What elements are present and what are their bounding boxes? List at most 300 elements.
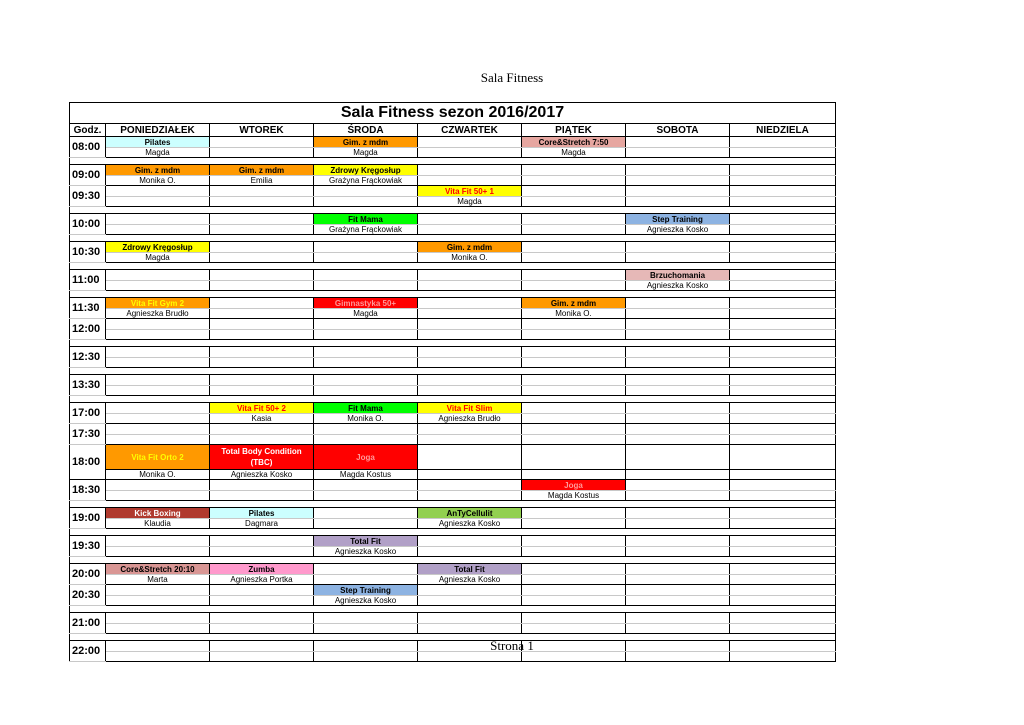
class-cell [210,298,314,309]
instructor-cell [730,575,836,585]
instructor-cell: Marta [106,575,210,585]
class-cell: Vita Fit Gym 2 [106,298,210,309]
class-cell [418,270,522,281]
instructor-cell [730,148,836,158]
class-cell: Step Training [626,214,730,225]
class-cell [210,480,314,491]
class-cell [314,242,418,253]
instructor-cell [730,435,836,445]
class-cell [626,564,730,575]
instructor-cell: Magda Kostus [522,491,626,501]
time-label: 08:00 [70,137,106,158]
instructor-cell [418,596,522,606]
instructor-cell [418,330,522,340]
instructor-cell: Monika O. [522,309,626,319]
class-cell [730,424,836,435]
column-header-day: SOBOTA [626,124,730,137]
instructor-cell [626,414,730,424]
class-cell [418,375,522,386]
spacer-row [70,606,836,613]
class-cell: Fit Mama [314,214,418,225]
instructor-cell: Magda [314,148,418,158]
instructor-cell [418,358,522,368]
class-cell [730,270,836,281]
class-cell [418,347,522,358]
instructor-cell [522,197,626,207]
spacer-row [70,368,836,375]
class-cell [626,536,730,547]
instructor-cell [522,519,626,529]
class-cell: Zumba [210,564,314,575]
class-cell [210,536,314,547]
instructor-cell [210,281,314,291]
instructor-cell [626,470,730,480]
instructor-cell: Monika O. [314,414,418,424]
class-cell [522,242,626,253]
instructor-cell [210,253,314,263]
class-cell [106,536,210,547]
instructor-cell [210,330,314,340]
class-cell [626,403,730,414]
instructor-cell [626,386,730,396]
instructor-cell [106,386,210,396]
instructor-cell [730,358,836,368]
instructor-cell [522,330,626,340]
class-cell [522,319,626,330]
class-cell [210,613,314,624]
instructor-cell [522,176,626,186]
class-cell [314,613,418,624]
instructor-cell [418,624,522,634]
instructor-cell [730,470,836,480]
instructor-cell [106,197,210,207]
class-cell [626,137,730,148]
instructor-cell [626,309,730,319]
time-label: 13:30 [70,375,106,396]
class-cell [210,270,314,281]
instructor-cell [106,281,210,291]
instructor-cell [522,281,626,291]
instructor-cell: Dagmara [210,519,314,529]
class-cell [522,403,626,414]
instructor-cell [626,176,730,186]
instructor-cell [210,547,314,557]
time-label: 19:30 [70,536,106,557]
instructor-cell [626,547,730,557]
spacer-row [70,291,836,298]
class-cell: Vita Fit 50+ 1 [418,186,522,197]
instructor-cell [106,491,210,501]
time-label: 11:30 [70,298,106,319]
class-cell: Pilates [210,508,314,519]
class-cell [626,319,730,330]
instructor-cell [730,330,836,340]
instructor-cell [314,281,418,291]
instructor-cell [522,547,626,557]
instructor-cell [418,281,522,291]
class-cell [522,536,626,547]
class-cell [730,536,836,547]
instructor-cell: Magda [418,197,522,207]
spacer-row [70,207,836,214]
column-header-day: PIĄTEK [522,124,626,137]
instructor-cell [522,435,626,445]
class-cell [626,347,730,358]
class-cell [106,214,210,225]
instructor-cell [730,225,836,235]
instructor-cell [210,386,314,396]
instructor-cell: Grażyna Frąckowiak [314,176,418,186]
instructor-cell: Agnieszka Kosko [418,519,522,529]
instructor-cell [314,386,418,396]
instructor-cell [418,176,522,186]
instructor-cell [730,281,836,291]
class-cell [314,270,418,281]
instructor-cell [522,386,626,396]
instructor-cell [314,491,418,501]
instructor-cell: Agnieszka Kosko [314,547,418,557]
class-cell: Total Body Condition (TBC) [210,445,314,470]
class-cell [314,319,418,330]
schedule-table [69,102,836,662]
class-cell: Vita Fit Slim [418,403,522,414]
class-cell [626,445,730,470]
class-cell [522,165,626,176]
instructor-cell [106,358,210,368]
class-cell [106,270,210,281]
schedule-title: Sala Fitness sezon 2016/2017 [70,103,836,124]
instructor-cell [210,225,314,235]
time-label: 20:00 [70,564,106,585]
class-cell [314,564,418,575]
class-cell [626,424,730,435]
class-cell [730,298,836,309]
instructor-cell [418,547,522,557]
class-cell [626,242,730,253]
instructor-cell [522,253,626,263]
instructor-cell: Agnieszka Kosko [626,281,730,291]
instructor-cell [418,148,522,158]
class-cell: Step Training [314,585,418,596]
class-cell [418,214,522,225]
class-cell: Core&Stretch 20:10 [106,564,210,575]
instructor-cell: Magda Kostus [314,470,418,480]
time-label: 12:30 [70,347,106,368]
instructor-cell [314,519,418,529]
class-cell [314,375,418,386]
class-cell [106,375,210,386]
instructor-cell: Agnieszka Brudło [106,309,210,319]
class-cell: Gim. z mdm [314,137,418,148]
instructor-cell [730,596,836,606]
spacer-row [70,557,836,564]
instructor-cell [626,624,730,634]
spacer-row [70,263,836,270]
class-cell [522,347,626,358]
instructor-cell [418,491,522,501]
class-cell [522,564,626,575]
class-cell [626,508,730,519]
class-cell [210,186,314,197]
instructor-cell [210,148,314,158]
instructor-cell [626,253,730,263]
class-cell [418,319,522,330]
class-cell [210,375,314,386]
spacer-row [70,235,836,242]
class-cell: Kick Boxing [106,508,210,519]
class-cell [626,375,730,386]
class-cell [106,480,210,491]
time-label: 11:00 [70,270,106,291]
instructor-cell: Magda [314,309,418,319]
instructor-cell [626,148,730,158]
instructor-cell [314,435,418,445]
instructor-cell: Kasia [210,414,314,424]
column-header-day: CZWARTEK [418,124,522,137]
class-cell [314,480,418,491]
class-cell [730,445,836,470]
class-cell: Zdrowy Kręgosłup [314,165,418,176]
class-cell: Gim. z mdm [522,298,626,309]
instructor-cell: Monika O. [106,176,210,186]
class-cell [730,347,836,358]
class-cell [314,186,418,197]
instructor-cell [210,309,314,319]
class-cell: Vita Fit 50+ 2 [210,403,314,414]
class-cell [210,347,314,358]
class-cell [418,613,522,624]
class-cell: Zdrowy Kręgosłup [106,242,210,253]
instructor-cell [730,547,836,557]
instructor-cell: Monika O. [106,470,210,480]
instructor-cell [106,414,210,424]
class-cell [730,613,836,624]
class-cell [418,536,522,547]
instructor-cell [106,547,210,557]
instructor-cell [210,197,314,207]
time-label: 10:30 [70,242,106,263]
instructor-cell [522,414,626,424]
spacer-row [70,158,836,165]
class-cell [418,445,522,470]
class-cell [626,298,730,309]
time-label: 10:00 [70,214,106,235]
instructor-cell: Magda [522,148,626,158]
column-header-day: PONIEDZIAŁEK [106,124,210,137]
instructor-cell [106,225,210,235]
class-cell: Core&Stretch 7:50 [522,137,626,148]
class-cell [106,424,210,435]
class-cell [522,508,626,519]
class-cell [522,375,626,386]
class-cell [418,298,522,309]
instructor-cell [314,330,418,340]
column-header-time: Godz. [70,124,106,137]
class-cell [418,480,522,491]
time-label: 17:00 [70,403,106,424]
class-cell [522,214,626,225]
instructor-cell: Agnieszka Kosko [210,470,314,480]
instructor-cell [626,358,730,368]
time-label: 21:00 [70,613,106,634]
class-cell [730,319,836,330]
column-header-day: ŚRODA [314,124,418,137]
class-cell [418,165,522,176]
class-cell [626,613,730,624]
class-cell [210,424,314,435]
instructor-cell: Magda [106,148,210,158]
instructor-cell [314,358,418,368]
instructor-cell [626,435,730,445]
instructor-cell [730,197,836,207]
class-cell [418,585,522,596]
instructor-cell [418,470,522,480]
class-cell [314,424,418,435]
class-cell: Vita Fit Orto 2 [106,445,210,470]
class-cell [522,445,626,470]
class-cell [730,186,836,197]
instructor-cell [730,414,836,424]
instructor-cell [730,519,836,529]
class-cell [210,319,314,330]
instructor-cell [314,253,418,263]
instructor-cell: Monika O. [418,253,522,263]
class-cell [106,347,210,358]
class-cell: Joga [522,480,626,491]
class-cell [730,480,836,491]
class-cell [210,242,314,253]
class-cell [210,585,314,596]
instructor-cell [314,624,418,634]
class-cell [730,403,836,414]
class-cell [314,347,418,358]
instructor-cell [522,470,626,480]
instructor-cell [418,435,522,445]
instructor-cell [106,435,210,445]
time-label: 09:00 [70,165,106,186]
class-cell [626,165,730,176]
instructor-cell [522,358,626,368]
instructor-cell [626,330,730,340]
page-header: Sala Fitness [480,70,544,85]
time-label: 22:00 [70,641,106,662]
instructor-cell [210,596,314,606]
class-cell [626,186,730,197]
class-cell: Fit Mama [314,403,418,414]
instructor-cell [730,491,836,501]
instructor-cell: Agnieszka Brudło [418,414,522,424]
class-cell [522,424,626,435]
time-label: 18:30 [70,480,106,501]
class-cell: Gim. z mdm [418,242,522,253]
class-cell [626,480,730,491]
instructor-cell: Magda [106,253,210,263]
instructor-cell [730,176,836,186]
instructor-cell [626,197,730,207]
instructor-cell [210,358,314,368]
class-cell [314,508,418,519]
class-cell: Total Fit [418,564,522,575]
class-cell [106,186,210,197]
class-cell: Total Fit [314,536,418,547]
instructor-cell [106,330,210,340]
class-cell [730,214,836,225]
class-cell [418,137,522,148]
class-cell [730,564,836,575]
instructor-cell: Grażyna Frąckowiak [314,225,418,235]
spacer-row [70,501,836,508]
instructor-cell [522,624,626,634]
instructor-cell: Klaudia [106,519,210,529]
page-footer: Strona 1 [490,638,534,653]
class-cell [522,585,626,596]
class-cell [210,214,314,225]
instructor-cell: Emilia [210,176,314,186]
class-cell [626,585,730,596]
class-cell [106,403,210,414]
column-header-day: NIEDZIELA [730,124,836,137]
instructor-cell [730,386,836,396]
instructor-cell [626,519,730,529]
class-cell [418,424,522,435]
instructor-cell [314,197,418,207]
instructor-cell [730,309,836,319]
instructor-cell [418,386,522,396]
spacer-row [70,340,836,347]
class-cell [106,613,210,624]
instructor-cell [522,596,626,606]
instructor-cell [626,575,730,585]
instructor-cell [730,624,836,634]
class-cell [106,319,210,330]
instructor-cell [730,253,836,263]
class-cell: Gimnastyka 50+ [314,298,418,309]
class-cell [730,585,836,596]
spacer-row [70,396,836,403]
class-cell: Gim. z mdm [106,165,210,176]
class-cell [210,137,314,148]
time-label: 19:00 [70,508,106,529]
instructor-cell: Agnieszka Kosko [314,596,418,606]
instructor-cell [418,225,522,235]
class-cell: Joga [314,445,418,470]
instructor-cell [106,624,210,634]
time-label: 18:00 [70,445,106,480]
instructor-cell [522,225,626,235]
time-label: 20:30 [70,585,106,606]
class-cell [522,270,626,281]
time-label: 12:00 [70,319,106,340]
class-cell: Brzuchomania [626,270,730,281]
instructor-cell: Agnieszka Portka [210,575,314,585]
class-cell [730,242,836,253]
instructor-cell [522,575,626,585]
instructor-cell [210,435,314,445]
instructor-cell [626,491,730,501]
instructor-cell [314,575,418,585]
class-cell: AnTyCellulit [418,508,522,519]
class-cell [730,165,836,176]
class-cell [730,375,836,386]
class-cell [730,137,836,148]
class-cell: Gim. z mdm [210,165,314,176]
instructor-cell [210,491,314,501]
time-label: 17:30 [70,424,106,445]
instructor-cell [626,596,730,606]
class-cell [106,585,210,596]
spacer-row [70,529,836,536]
instructor-cell [418,309,522,319]
